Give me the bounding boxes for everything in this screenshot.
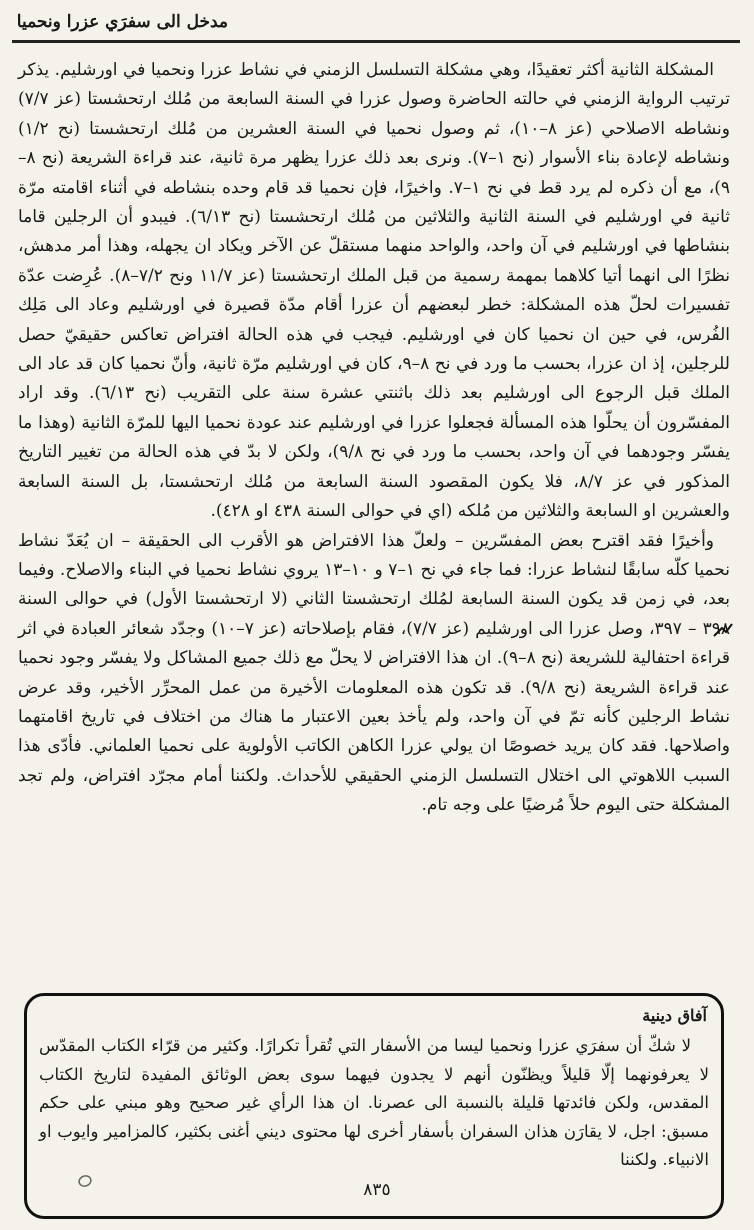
- pen-stroke-icon: [712, 622, 734, 638]
- circle-scribble-icon: [75, 1172, 95, 1190]
- box-paragraph: لا شكّ أن سفرَي عزرا ونحميا ليسا من الأسفار التي تُقرأ تكرارًا. وكثير من قرّاء الكتاب المقدّس لا يعرفونهما إلّا قليلاً ويظنّون أنهم لا يجدون فيهما سوى بعض الوثائق المفيدة لتاريخ الكتاب المقدس، ولكن فائدتها قليلة بالنسبة الى عصرنا. ان هذا الرأي غير صحيح وهو مبني على حكم مسبق: اجل، لا يقارَن هذان السفران بأسفار أخرى لها محتوى ديني أغنى بكثير، كالمزامير وايوب او الانبياء. ولكننا: [39, 1036, 709, 1169]
- main-text: [18, 56, 730, 821]
- paragraph: وأخيرًا فقد اقترح بعض المفسّرين – ولعلّ هذا الافتراض هو الأقرب الى الحقيقة – ان يُعَدّ نشاط نحميا كلّه سابقًا لنشاط عزرا: فما جاء في نح ١–٧ و ١٠–١٣ يروي نشاط نحميا في البناء والاصلاح. وفيما بعد، في زمن قد يكون السنة السابعة لمُلك ارتحشستا الثاني (لا ارتحشستا الأول) في حوالى السنة ٣٩٨ – ٣٩٧، وصل عزرا الى اورشليم (عز ٧/٧)، فقام بإصلاحاته (عز ٧–١٠) وجدّد شعائر العبادة في اثر قراءة احتفالية للشريعة (نح ٨–٩). ان هذا الافتراض لا يحلّ مع ذلك جميع المشاكل ولا يفسّر وجود نحميا عند قراءة الشريعة (نح ٩/٨). قد تكون هذه المعلومات الأخيرة من عمل المحرِّر الأخير، وقد عرض نشاط الرجلين كأنه تمّ في آن واحد، ولم يأخذ بعين الاعتبار ما هناك من اختلاف في تاريخ اقامتهما واصلاحها. فقد كان يريد خصوصًا ان يولي عزرا الكاهن الكاتب الأولوية على نحميا العلماني. فأدّى هذا السبب اللاهوتي الى اختلال التسلسل الزمني الحقيقي للأحداث. ولكننا أمام مجرّد افتراض، ولم تجد المشكلة حتى اليوم حلاً مُرضيًا على وجه تام.: [18, 530, 730, 816]
- box-title: آفاق دينية: [642, 1006, 707, 1025]
- running-header: مدخل الى سفرَي عزرا ونحميا: [16, 12, 228, 32]
- page-number: ٨٣٥: [363, 1180, 391, 1200]
- sidebar-box: [24, 993, 724, 1219]
- header-divider: [12, 40, 740, 43]
- box-text: [39, 1032, 709, 1175]
- paragraph: المشكلة الثانية أكثر تعقيدًا، وهي مشكلة التسلسل الزمني في نشاط عزرا ونحميا في اورشليم. يذكر ترتيب الرواية الزمني في حالته الحاضرة وصول عزرا في السنة السابعة من مُلك ارتحشستا (عز ٧/٧) ونشاطه الاصلاحي (عز ٨–١٠)، ثم وصول نحميا في السنة العشرين من مُلك ارتحشستا (نح ١/٢) ونشاطه لإعادة بناء الأسوار (نح ١–٧). ونرى بعد ذلك عزرا يظهر مرة ثانية، عند قراءة الشريعة (نح ٨–٩)، مع أن ذكره لم يرد قط في نح ١–٧. واخيرًا، فإن نحميا قد قام وحده بنشاطه في أثناء اقامته مرّة ثانية في اورشليم في السنة الثانية والثلاثين من مُلك ارتحشستا (نح ٦/١٣). فيبدو أن الرجلين قاما بنشاطها في اورشليم في آن واحد، والواحد منهما مستقلّ عن الآخر ويكاد ان يجهله، وهذا أمر مدهش، نظرًا الى انهما أتيا كلاهما بمهمة رسمية من قبل الملك ارتحشستا (عز ١١/٧ ونح ٧/٢–٨). عُرِضت عدّة تفسيرات لحلّ هذه المشكلة: خطر لبعضهم أن عزرا أقام مدّة قصيرة في اورشليم وعاد الى مَلِك الفُرس، في حين ان نحميا كان في اورشليم. فيجب في هذه الحالة افتراض تعاكس حقيقيّ حصل للرجلين، إذ ان عزرا، بحسب ما ورد في نح ٨–٩، كان في اورشليم مرّة ثانية، وأنّ نحميا كان قد عاد الى الملك قبل الرجوع الى اورشليم بعد ذلك باثنتي عشرة سنة على التقريب (نح ٦/١٣). وقد اراد المفسّرون أن يحلّوا هذه المسألة فجعلوا عزرا في اورشليم عند عودة نحميا اليها للمرّة الثانية (وهذا ما يفسّر وجودهما في آن واحد، بحسب ما ورد في نح ٩/٨)، ولكن لا بدّ في هذه الحالة من تغيير التاريخ المذكور في عز ٨/٧، فلا يكون المقصود السنة السابعة من مُلك ارتحشستا، بل السنة السابعة والعشرين او السابعة والثلاثين من مُلكه (اي في حوالى السنة ٤٣٨ او ٤٢٨).: [18, 60, 731, 522]
